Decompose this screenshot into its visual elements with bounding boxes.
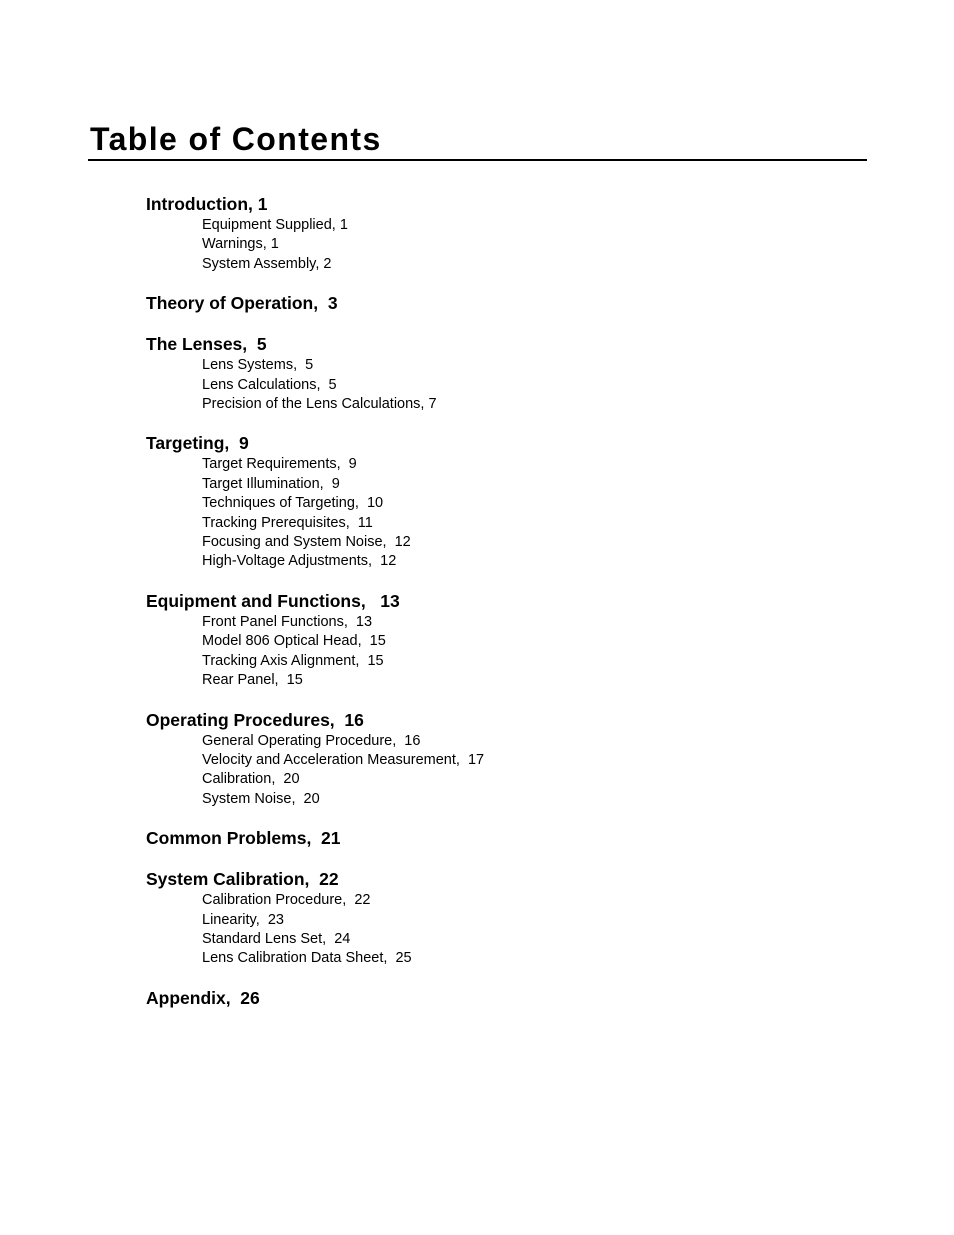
toc-section bbox=[146, 827, 846, 850]
toc-section bbox=[146, 709, 846, 810]
section-heading: Introduction, 1 bbox=[146, 194, 268, 214]
toc-section bbox=[146, 868, 846, 969]
toc-item: Tracking Axis Alignment, 15 bbox=[202, 652, 384, 669]
section-heading: Equipment and Functions, 13 bbox=[146, 590, 400, 611]
toc-item: Lens Calibration Data Sheet, 25 bbox=[202, 950, 412, 967]
page-title: Table of Contents bbox=[90, 121, 382, 157]
toc-item: High-Voltage Adjustments, 12 bbox=[202, 553, 397, 570]
toc-list bbox=[146, 193, 846, 1028]
toc-item: Standard Lens Set, 24 bbox=[202, 930, 351, 947]
section-items bbox=[146, 613, 846, 691]
section-heading: Operating Procedures, 16 bbox=[146, 709, 364, 730]
section-items bbox=[146, 455, 846, 571]
section-items bbox=[146, 216, 846, 274]
toc-item: Tracking Prerequisites, 11 bbox=[202, 514, 373, 531]
toc-item: Warnings, 1 bbox=[202, 236, 279, 253]
toc-item: Calibration Procedure, 22 bbox=[202, 892, 371, 909]
toc-item: Equipment Supplied, 1 bbox=[202, 217, 348, 233]
toc-item: Lens Calculations, 5 bbox=[202, 376, 337, 393]
toc-item: Calibration, 20 bbox=[202, 771, 300, 788]
toc-item: Lens Systems, 5 bbox=[202, 357, 314, 374]
toc-item: Focusing and System Noise, 12 bbox=[202, 534, 411, 551]
toc-section bbox=[146, 292, 846, 315]
toc-item: Target Illumination, 9 bbox=[202, 475, 340, 492]
toc-item: System Noise, 20 bbox=[202, 790, 320, 807]
section-heading: Theory of Operation, 3 bbox=[146, 293, 338, 314]
toc-section bbox=[146, 193, 846, 274]
toc-item: Precision of the Lens Calculations, 7 bbox=[202, 396, 437, 413]
toc-item: Velocity and Acceleration Measurement, 17 bbox=[202, 751, 485, 768]
toc-item: Rear Panel, 15 bbox=[202, 672, 303, 689]
toc-item: Front Panel Functions, 13 bbox=[202, 613, 373, 630]
toc-section bbox=[146, 432, 846, 571]
toc-item: Linearity, 23 bbox=[202, 911, 284, 928]
toc-section bbox=[146, 590, 846, 691]
section-items bbox=[146, 732, 846, 810]
toc-item: Target Requirements, 9 bbox=[202, 456, 357, 473]
section-items bbox=[146, 356, 846, 414]
title-rule bbox=[88, 159, 867, 161]
section-heading: The Lenses, 5 bbox=[146, 334, 267, 355]
toc-item: General Operating Procedure, 16 bbox=[202, 732, 421, 749]
section-heading: Appendix, 26 bbox=[146, 987, 260, 1008]
section-heading: Targeting, 9 bbox=[146, 433, 249, 454]
toc-section bbox=[146, 987, 846, 1010]
section-heading: System Calibration, 22 bbox=[146, 869, 339, 890]
section-heading: Common Problems, 21 bbox=[146, 828, 341, 849]
toc-item: Techniques of Targeting, 10 bbox=[202, 495, 384, 512]
toc-section bbox=[146, 333, 846, 414]
toc-item: System Assembly, 2 bbox=[202, 255, 332, 272]
section-items bbox=[146, 891, 846, 969]
toc-item: Model 806 Optical Head, 15 bbox=[202, 633, 386, 650]
